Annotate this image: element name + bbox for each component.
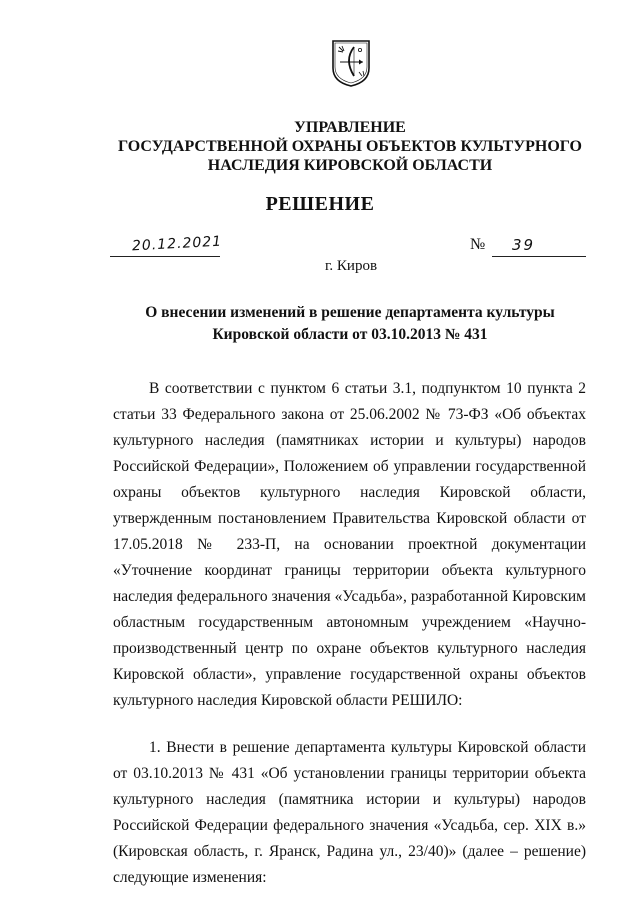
org-line-3: НАСЛЕДИЯ КИРОВСКОЙ ОБЛАСТИ — [207, 157, 493, 174]
city-name: г. Киров — [324, 258, 378, 274]
document-subject: О внесении изменений в решение департамента культуры Кировской области от 03.10.2013 № 431 — [145, 304, 555, 343]
org-line-1: УПРАВЛЕНИЕ — [294, 119, 406, 136]
body-paragraph-2: 1. Внести в решение департамента культуры Кировской области от 03.10.2013 № 431 «Об установлении границы территории объекта культурного наследия (памятника истории и культуры) народов Российской Федерации федерального значения «Усадьба, сер. XIX в.» (Кировская область, г. Яранск, Радина ул., 23/40)» (далее – решение) следующие изменения: — [113, 739, 586, 886]
number-field — [492, 236, 586, 257]
coat-of-arms-kirov-emblem — [330, 38, 372, 88]
number-label: № — [470, 236, 486, 253]
handwritten-date: 20.12.2021 — [131, 233, 223, 255]
org-line-2: ГОСУДАРСТВЕННОЙ ОХРАНЫ ОБЪЕКТОВ КУЛЬТУРНОГО — [118, 138, 582, 155]
handwritten-number: 39 — [512, 236, 536, 254]
date-field — [110, 233, 223, 257]
body-paragraph-1: В соответствии с пунктом 6 статьи 3.1, подпунктом 10 пункта 2 статьи 33 Федерального закона от 25.06.2002 № 73-ФЗ «Об объектах культурного наследия (памятниках истории и культуры) народов Российской Федерации», Положением об управлении государственной охраны объектов культурного наследия Кировской области, утвержденным постановлением Правительства Кировской области от 17.05.2018 № 233-П, на основании проектной документации «Уточнение координат границы территории объекта культурного наследия федерального значения «Усадьба», разработанной Кировским областным государственным автономным учреждением «Научно-производственный центр по охране объектов культурного наследия Кировской области», управление государственной охраны объектов культурного наследия Кировской области РЕШИЛО: — [113, 380, 586, 709]
organization-name — [0, 118, 640, 175]
document-type-title: РЕШЕНИЕ — [265, 193, 375, 215]
